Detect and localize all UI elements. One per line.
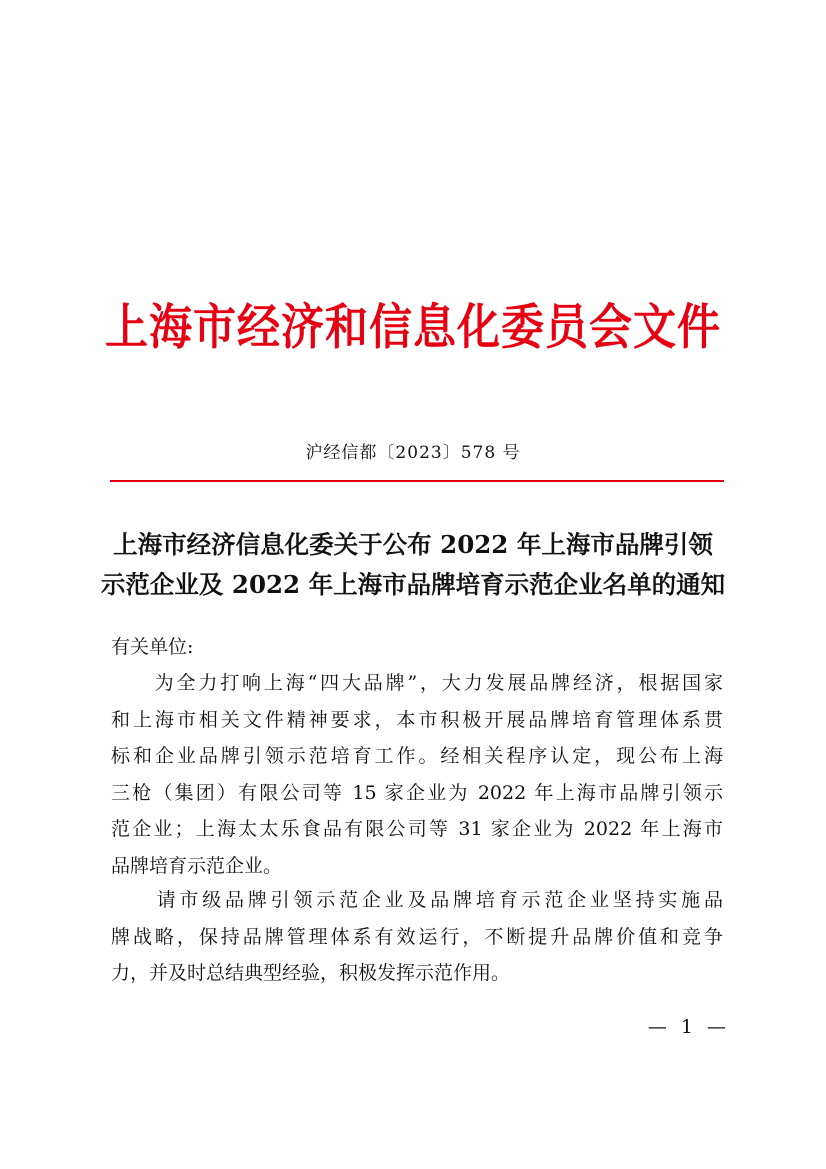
paragraph-line: 为全力打响上海“四大品牌”，大力发展品牌经济，根据国家 xyxy=(111,672,723,694)
body-paragraph-1 xyxy=(111,665,723,884)
paragraph-line: 标和企业品牌引领示范培育工作。经相关程序认定，现公布上海 xyxy=(111,745,723,767)
body-paragraph-2 xyxy=(111,882,723,992)
salutation: 有关单位: xyxy=(111,636,194,658)
document-number: 沪经信都〔2023〕578 号 xyxy=(305,443,521,463)
notice-title-line-1: 上海市经济信息化委关于公布 2022 年上海市品牌引领 xyxy=(113,530,713,559)
paragraph-line: 牌战略，保持品牌管理体系有效运行，不断提升品牌价值和竞争 xyxy=(111,925,723,948)
page-number: — 1 — xyxy=(647,1016,730,1038)
paragraph-line: 和上海市相关文件精神要求，本市积极开展品牌培育管理体系贯 xyxy=(111,708,723,731)
paragraph-line: 请市级品牌引领示范企业及品牌培育示范企业坚持实施品 xyxy=(111,889,723,911)
paragraph-line: 范企业；上海太太乐食品有限公司等 31 家企业为 2022 年上海市 xyxy=(111,818,723,840)
paragraph-line: 三枪（集团）有限公司等 15 家企业为 2022 年上海市品牌引领示 xyxy=(111,781,723,804)
paragraph-line: 力，并及时总结典型经验，积极发挥示范作用。 xyxy=(111,962,511,984)
notice-title-line-2: 示范企业及 2022 年上海市品牌培育示范企业名单的通知 xyxy=(100,570,726,599)
red-divider-line xyxy=(110,480,724,482)
masthead-title: 上海市经济和信息化委员会文件 xyxy=(105,299,721,356)
notice-title xyxy=(90,525,736,605)
paragraph-line: 品牌培育示范企业。 xyxy=(111,854,283,877)
